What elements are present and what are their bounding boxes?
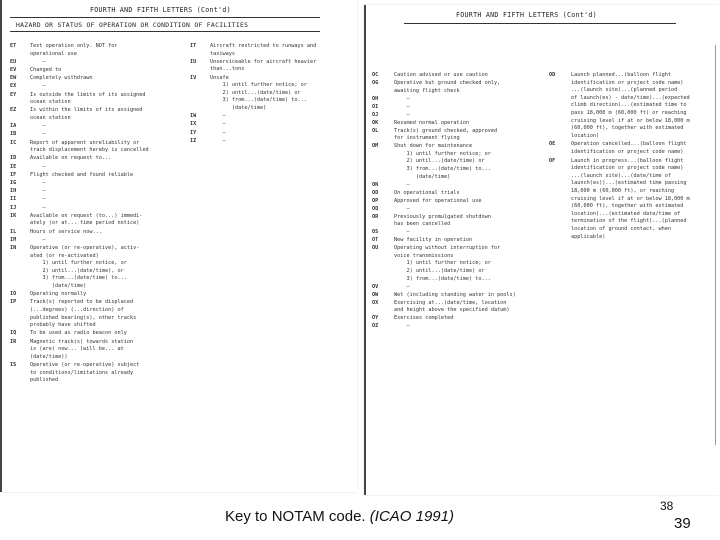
code-letters: OJ xyxy=(372,111,379,118)
code-letters: OX xyxy=(372,299,379,306)
code-entry-om xyxy=(372,143,537,181)
code-letters: IP xyxy=(10,299,17,306)
code-entry-ey xyxy=(10,92,175,107)
right-title-rule xyxy=(404,23,676,24)
code-letters: ON xyxy=(372,181,379,188)
code-letters: OQ xyxy=(372,205,379,212)
code-entry-op xyxy=(372,198,537,206)
code-meaning: – xyxy=(210,129,226,136)
right-scanned-page xyxy=(364,5,720,495)
code-meaning: – xyxy=(30,163,46,170)
code-letters: OV xyxy=(372,283,379,290)
code-letters: IF xyxy=(10,171,17,178)
code-letters: OY xyxy=(372,315,379,322)
code-letters: IE xyxy=(10,163,17,170)
code-letters: OR xyxy=(372,213,379,220)
code-entry-ig xyxy=(10,180,175,188)
code-letters: IW xyxy=(190,113,197,120)
code-meaning: Operation cancelled...(balloon flight identification or project code name) xyxy=(571,141,687,155)
left-page-subtitle: HAZARD OR STATUS OF OPERATION OR CONDITION OF FACILITIES xyxy=(16,21,249,29)
code-letters: IT xyxy=(190,43,197,49)
code-entry-ic xyxy=(10,140,175,155)
code-meaning: – xyxy=(394,95,410,102)
code-letters: IL xyxy=(10,228,17,235)
code-meaning: – xyxy=(394,103,410,110)
code-entry-in xyxy=(10,245,175,291)
code-letters: OU xyxy=(372,245,379,252)
code-meaning: – xyxy=(394,111,410,118)
code-entry-oh xyxy=(372,96,537,104)
code-letters: IO xyxy=(10,291,17,298)
code-letters: IH xyxy=(10,188,17,195)
code-letters: OI xyxy=(372,103,379,110)
code-meaning: – xyxy=(30,131,46,138)
code-entry-iu xyxy=(190,59,355,74)
code-entry-ir xyxy=(10,339,175,362)
code-meaning: Launch in progress...(balloon flight identification or project code name) ...(launch site)...(date/time of launch(es))...(estimated time passing 18,000 m (60,000 ft), or reaching cruising level if at or below 18,000 m (60,000 ft), together with estimated location)...(estimated date/time of termination of the flight)...(planned location of ground contact, when applicable) xyxy=(571,157,690,240)
code-letters: OW xyxy=(372,291,379,298)
code-meaning: – xyxy=(30,83,46,90)
code-entry-ij xyxy=(10,205,175,213)
code-letters: IN xyxy=(10,245,17,251)
code-entry-od xyxy=(549,72,714,140)
code-entry-ot xyxy=(372,237,537,245)
left-page-edge xyxy=(0,0,2,492)
code-letters: OL xyxy=(372,127,379,134)
code-letters: II xyxy=(10,196,17,203)
code-letters: OT xyxy=(372,237,379,244)
code-meaning: – xyxy=(30,204,46,211)
code-letters: ID xyxy=(10,155,17,162)
code-letters: OP xyxy=(372,197,379,204)
code-entry-iy xyxy=(190,130,355,138)
code-letters: IV xyxy=(190,74,197,81)
code-entry-oy xyxy=(372,315,537,323)
code-meaning: Is outside the limits of its assigned ocean station xyxy=(30,91,146,106)
code-meaning: Flight checked and found reliable xyxy=(30,171,134,178)
code-letters: IR xyxy=(10,338,17,345)
code-meaning: Wet (including standing water in pools) xyxy=(394,291,516,298)
code-meaning: Completely withdrawn xyxy=(30,75,93,82)
right-page-title: FOURTH AND FIFTH LETTERS (Cont'd) xyxy=(456,11,597,19)
page-number-small: 38 xyxy=(660,499,674,513)
code-letters: EX xyxy=(10,83,17,90)
code-meaning: Operating normally xyxy=(30,291,87,298)
code-letters: ET xyxy=(10,43,17,49)
code-letters: IX xyxy=(190,121,197,128)
code-meaning: – xyxy=(394,229,410,236)
code-meaning: Shut down for maintenance 1) until further notice; or 2) until...(date/time) or 3) from...(date/time) to... (date/time) xyxy=(394,143,491,180)
code-entry-og xyxy=(372,80,537,95)
code-letters: IA xyxy=(10,123,17,130)
code-entry-im xyxy=(10,237,175,245)
code-entry-et xyxy=(10,43,175,58)
code-meaning: Operative (or re-operative), activ- ated (or re-activated) 1) until further notice, or 2) until...(date/time), or 3) from...(date/time) to... (date/time) xyxy=(30,245,140,289)
code-meaning: – xyxy=(394,323,410,330)
code-entry-oo xyxy=(372,190,537,198)
code-entry-on xyxy=(372,182,537,190)
code-meaning: On operational trials xyxy=(394,189,460,196)
code-meaning: Unserviceable for aircraft heavier than...tons xyxy=(210,58,317,73)
left-page-title: FOURTH AND FIFTH LETTERS (Cont'd) xyxy=(90,6,231,14)
code-meaning: Launch planned...(balloon flight identification or project code name) ...(launch site)...(planned period of launch(es) - date/time)...(expected climb direction)...(estimated time to pass 18,000 m (60,000 ft) or reaching cruising level if at or below 18,000 m (60,000 ft), together with estimated location) xyxy=(571,72,690,139)
code-meaning: Aircraft restricted to runways and taxiways xyxy=(210,43,317,57)
code-letters: IS xyxy=(10,362,17,368)
code-letters: IJ xyxy=(10,204,17,211)
code-entry-is xyxy=(10,362,175,385)
code-entry-of xyxy=(549,158,714,242)
code-meaning: Changed to xyxy=(30,67,62,73)
code-meaning: New facility in operation xyxy=(394,237,473,244)
code-letters: IG xyxy=(10,180,17,186)
code-letters: EW xyxy=(10,75,17,82)
code-meaning: Available on request (to...) immedi- ately (or at... time period notice) xyxy=(30,212,143,227)
code-meaning: – xyxy=(210,121,226,128)
code-letters: OZ xyxy=(372,323,379,330)
code-meaning: – xyxy=(30,188,46,195)
code-entry-iv xyxy=(190,75,355,113)
code-entry-ib xyxy=(10,131,175,139)
title-rule xyxy=(10,17,320,18)
code-entry-iq xyxy=(10,330,175,338)
code-meaning: Operative but ground checked only, awaiting flight check xyxy=(394,80,501,94)
code-entry-ez xyxy=(10,107,175,122)
code-letters: EY xyxy=(10,91,17,98)
code-entry-eu xyxy=(10,59,175,67)
left-scanned-page xyxy=(0,0,357,492)
code-meaning: – xyxy=(394,205,410,212)
code-meaning: Resumed normal operation xyxy=(394,119,469,126)
code-letters: OH xyxy=(372,95,379,102)
code-entry-if xyxy=(10,172,175,180)
code-entry-ou xyxy=(372,245,537,283)
code-entry-ok xyxy=(372,120,537,128)
code-meaning: – xyxy=(394,283,410,290)
code-entry-ia xyxy=(10,123,175,131)
code-entry-ip xyxy=(10,299,175,329)
code-meaning: Exercises completed xyxy=(394,315,454,322)
code-meaning: – xyxy=(210,137,226,144)
code-letters: IM xyxy=(10,236,17,243)
code-meaning: – xyxy=(30,196,46,203)
code-meaning: Test operation only. NOT for operational use xyxy=(30,43,118,57)
code-entry-oe xyxy=(549,141,714,156)
code-entry-iz xyxy=(190,138,355,146)
code-meaning: Exercising at...(date/time, location and height above the specified datum) xyxy=(394,299,510,314)
code-entry-ol xyxy=(372,128,537,143)
code-letters: OD xyxy=(549,72,556,78)
slide-caption xyxy=(225,508,454,525)
code-entry-ew xyxy=(10,75,175,83)
code-entry-or xyxy=(372,214,537,229)
code-letters: OF xyxy=(549,157,556,164)
code-meaning: – xyxy=(394,181,410,188)
code-letters: IZ xyxy=(190,137,197,144)
code-letters: IQ xyxy=(10,330,17,337)
code-entry-il xyxy=(10,229,175,237)
caption-text: Key to NOTAM code. xyxy=(225,508,366,525)
code-entry-id xyxy=(10,155,175,163)
code-letters: OM xyxy=(372,143,379,150)
code-meaning: Approved for operational use xyxy=(394,197,482,204)
code-entry-ow xyxy=(372,292,537,300)
code-letters: IK xyxy=(10,212,17,219)
code-meaning: Previously promulgated shutdown has been cancelled xyxy=(394,213,491,228)
code-letters: OK xyxy=(372,119,379,126)
code-entry-ox xyxy=(372,300,537,315)
code-entry-oq xyxy=(372,206,537,214)
code-meaning: – xyxy=(30,236,46,243)
code-letters: OO xyxy=(372,189,379,196)
code-meaning: Track(s) ground checked, approved for instrument flying xyxy=(394,127,498,142)
code-letters: IC xyxy=(10,139,17,146)
subtitle-rule xyxy=(10,31,320,32)
code-letters: EZ xyxy=(10,107,17,114)
code-letters: OC xyxy=(372,72,379,78)
code-letters: IY xyxy=(190,129,197,136)
code-entry-oi xyxy=(372,104,537,112)
code-letters: EU xyxy=(10,58,17,65)
code-entry-ii xyxy=(10,196,175,204)
code-entry-ix xyxy=(190,121,355,129)
code-entry-ik xyxy=(10,213,175,228)
right-page-edge xyxy=(364,5,366,495)
code-entry-os xyxy=(372,229,537,237)
code-entry-ih xyxy=(10,188,175,196)
code-meaning: – xyxy=(30,123,46,130)
code-letters: OG xyxy=(372,80,379,86)
code-meaning: – xyxy=(30,58,46,65)
code-meaning: Is within the limits of its assigned ocean station xyxy=(30,107,143,121)
code-entry-iw xyxy=(190,113,355,121)
code-meaning: Report of apparent unreliability or track displacement hereby is cancelled xyxy=(30,139,149,154)
code-entry-oc xyxy=(372,72,537,80)
code-letters: EV xyxy=(10,67,17,73)
code-meaning: Operative (or re-operative) subject to conditions/limitations already published xyxy=(30,362,140,384)
code-entry-ov xyxy=(372,284,537,292)
code-entry-io xyxy=(10,291,175,299)
code-entry-oz xyxy=(372,323,537,331)
right-page-margin-line xyxy=(715,45,716,445)
code-letters: OE xyxy=(549,141,556,148)
code-meaning: Hours of service now... xyxy=(30,228,102,235)
code-letters: IB xyxy=(10,131,17,138)
code-meaning: – xyxy=(30,180,46,186)
caption-citation: (ICAO 1991) xyxy=(369,508,454,525)
code-entry-ex xyxy=(10,83,175,91)
code-meaning: Track(s) reported to be displaced (...degrees) (...direction) of published bearing(s), other tracks probably have shifted xyxy=(30,299,137,329)
code-letters: OS xyxy=(372,229,379,236)
code-meaning: Available on request to... xyxy=(30,155,112,162)
page-number-large: 39 xyxy=(674,515,691,532)
code-meaning: Magnetic track(s) towards station is (are) now... (will be... at (date/time)) xyxy=(30,338,134,360)
code-meaning: Caution advised or use caution xyxy=(394,72,488,78)
code-letters: IU xyxy=(190,58,197,65)
code-meaning: Operating without interruption for voice transmissions 1) until further notice; or 2) until...(date/time) or 3) from...(date/time) to... xyxy=(394,245,501,282)
code-meaning: – xyxy=(210,113,226,120)
code-entry-oj xyxy=(372,112,537,120)
code-entry-it xyxy=(190,43,355,58)
code-entry-ie xyxy=(10,164,175,172)
code-meaning: To be used as radio beacon only xyxy=(30,330,127,337)
code-entry-ev xyxy=(10,67,175,75)
code-meaning: Unsafe 1) until further notice; or 2) until...(date/time) or 3) from...(date/time) to... (date/time) xyxy=(210,74,307,111)
